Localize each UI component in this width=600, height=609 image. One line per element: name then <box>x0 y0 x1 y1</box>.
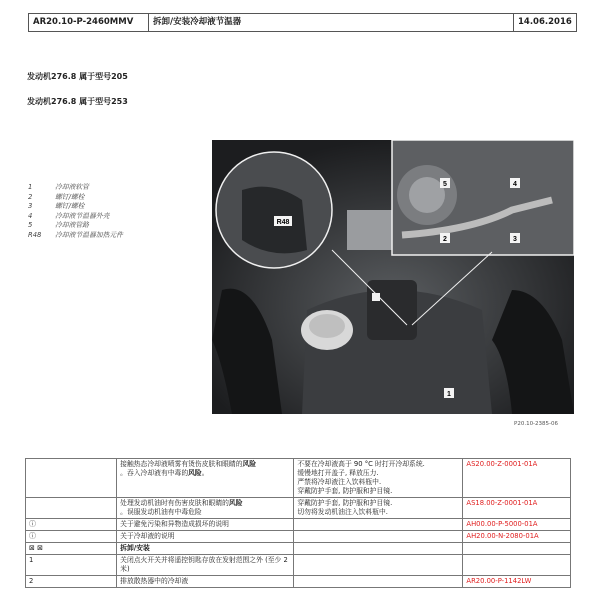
step-number: 1 <box>26 555 117 576</box>
table-row: ⓘ 关于避免污染和异物造成损坏的说明 AH00.00-P-5000-01A <box>26 519 571 531</box>
table-row <box>26 498 571 519</box>
step-text: 排放散热器中的冷却液 <box>117 576 294 588</box>
document-title: 拆卸/安装冷却液节温器 <box>149 14 514 31</box>
model-value: 276.8 属于型号205 <box>51 72 128 81</box>
model-label: 发动机 <box>27 72 51 81</box>
reference-link[interactable] <box>463 555 571 576</box>
protective-measures: 不要在冷却液高于 90 °C 时打开冷却系统. 缓慢地打开盖子, 释放压力. 严禁将冷却液注入饮料瓶中. 穿戴防护手套, 防护服和护目镜. <box>294 459 463 498</box>
reference-link[interactable]: AH20.00-N-2080-01A <box>463 531 571 543</box>
document-code: AR20.10-P-2460MMV <box>29 14 149 31</box>
legend-item: 5 冷却液管路 <box>28 221 89 230</box>
engine-photo <box>212 140 574 414</box>
step-text: 关闭点火开关并将遥控钥匙存放在发射范围之外 (至少 2 米) <box>117 555 294 576</box>
callout-5: 5 <box>443 181 447 188</box>
model-value: 276.8 属于型号253 <box>51 97 128 106</box>
legend-item: 3 螺钉/螺栓 <box>28 202 85 211</box>
callout-r48: R48 <box>276 219 290 226</box>
reference-link[interactable]: AH00.00-P-5000-01A <box>463 519 571 531</box>
model-row <box>27 97 128 107</box>
document-header <box>28 13 577 32</box>
reference-link[interactable]: AR20.00-P-1142LW <box>463 576 571 588</box>
table-row: ⓘ 关于冷却液的说明 AH20.00-N-2080-01A <box>26 531 571 543</box>
legend-item: R48 冷却液节温器加热元件 <box>28 230 123 239</box>
callout-1: 1 <box>447 391 451 398</box>
table-row <box>26 555 571 576</box>
legend-item: 2 螺钉/螺栓 <box>28 192 85 201</box>
info-icon: ⓘ <box>26 519 117 531</box>
remove-install-icon: ⊠ ⊠ <box>26 543 117 555</box>
legend-item: 4 冷却液节温器外壳 <box>28 211 110 220</box>
legend-item: 1 冷却液软管 <box>28 183 89 191</box>
model-row <box>27 72 128 82</box>
reference-link[interactable]: AS18.00-Z-0001-01A <box>463 498 571 519</box>
info-icon: ⓘ <box>26 531 117 543</box>
table-row <box>26 459 571 498</box>
document-date: 14.06.2016 <box>518 17 572 27</box>
procedure-table <box>25 458 571 588</box>
section-title: 拆卸/安装 <box>117 543 294 555</box>
step-number: 2 <box>26 576 117 588</box>
risk-text: 处理发动机油时有伤害皮肤和眼睛的风险 。误服发动机油有中毒危险 <box>117 498 294 519</box>
callout-3: 3 <box>513 236 517 243</box>
table-row <box>26 576 571 588</box>
reference-link[interactable]: AS20.00-Z-0001-01A <box>463 459 571 498</box>
table-row <box>26 543 571 555</box>
callout-2: 2 <box>443 236 447 243</box>
callout-4: 4 <box>513 181 517 188</box>
figure-legend <box>28 183 123 241</box>
protective-measures: 穿戴防护手套, 防护服和护目镜. 切勿将发动机油注入饮料瓶中. <box>294 498 463 519</box>
figure-reference: P20.10-2385-06 <box>514 421 559 427</box>
model-label: 发动机 <box>27 97 51 106</box>
engine-illustration <box>212 140 574 414</box>
risk-text: 接触热态冷却液喷雾有烫伤皮肤和眼睛的风险 。吞入冷却液有中毒的风险。 <box>117 459 294 498</box>
